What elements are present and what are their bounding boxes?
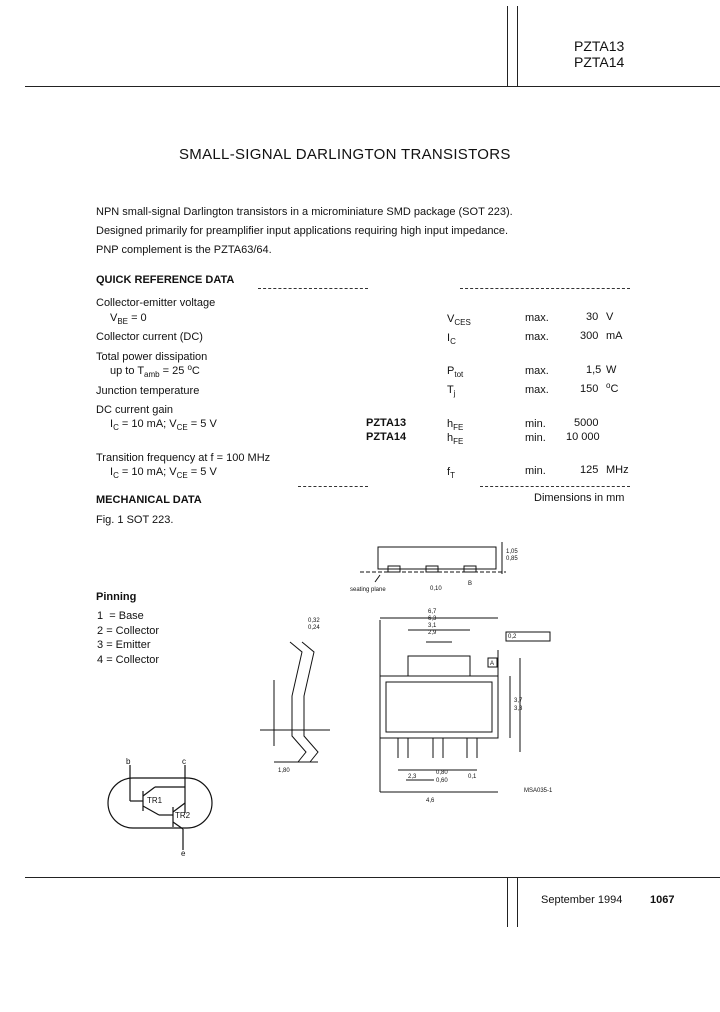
qrd-row-6-symbol: $f_T$ <box>447 466 455 480</box>
dim-2-3: 2,3 <box>408 774 417 780</box>
dim-0-85: 0,85 <box>506 556 518 562</box>
dim-6-7: 6,7 <box>428 609 437 615</box>
pin-2: 2 = Collector <box>97 625 160 637</box>
qrd-row-4-limit: max. <box>525 384 549 396</box>
qrd-row-5-symbol-2: $h_{FE}$ <box>447 432 464 446</box>
qrd-bottom-rule <box>298 486 368 487</box>
page-number: 1067 <box>650 894 675 906</box>
header-rule <box>25 86 720 87</box>
dim-0-10: 0,10 <box>430 586 442 592</box>
qrd-row-5-value-2: 10 000 <box>566 431 600 443</box>
label-base: b <box>126 757 131 766</box>
pinning-heading: Pinning <box>96 591 137 603</box>
qrd-row-4-param: Junction temperature <box>96 385 200 397</box>
header-vbar-1 <box>507 6 508 86</box>
qrd-row-5-symbol-1: $h_{FE}$ <box>447 418 464 432</box>
dim-0-24: 0,24 <box>308 625 320 631</box>
pin-1: 1 = Base <box>97 610 144 622</box>
mech-dimensions-note: Dimensions in mm <box>534 492 625 504</box>
page-title: SMALL-SIGNAL DARLINGTON TRANSISTORS <box>179 146 511 163</box>
dim-0-80: 0,80 <box>436 770 448 776</box>
qrd-row-5-param: DC current gain <box>96 404 174 416</box>
dim-1-05: 1,05 <box>506 549 518 555</box>
qrd-row-3-value: 1,5 <box>586 364 602 376</box>
qrd-row-5-limit-2: min. <box>525 432 546 444</box>
label-emitter: e <box>181 849 186 858</box>
footer-rule <box>25 877 720 878</box>
intro-line-2: Designed primarily for preamplifier input applications requiring high input impedance. <box>96 225 509 237</box>
header-vbar-2 <box>517 6 518 86</box>
tab-outline <box>408 656 470 676</box>
datum-a: A <box>490 661 495 667</box>
qrd-row-3-cond: up to $T_{amb} = 25$ $^o$C <box>110 363 200 379</box>
pin-3: 3 = Emitter <box>97 639 151 651</box>
tolerance-0-2: 0,2 <box>508 634 517 640</box>
tolerance-0-1: 0,1 <box>468 774 477 780</box>
intro-line-1: NPN small-signal Darlington transistors in a microminiature SMD package (SOT 223). <box>96 206 513 218</box>
qrd-top-rule <box>258 288 368 289</box>
dim-3-1: 3,1 <box>428 623 437 629</box>
qrd-row-3-unit: W <box>606 364 617 376</box>
qrd-row-4-value: 150 <box>580 383 599 395</box>
dim-3-3: 3,3 <box>514 706 523 712</box>
qrd-top-rule-2 <box>460 288 630 289</box>
footer-date: September 1994 <box>541 894 623 906</box>
qrd-row-3-symbol: $P_{tot}$ <box>447 365 464 379</box>
top-view-body <box>380 676 498 738</box>
pin-4: 4 = Collector <box>97 654 160 666</box>
footer-vbar-1 <box>507 877 508 927</box>
qrd-row-1-param: Collector-emitter voltage <box>96 297 216 309</box>
drawing-reference: MSA035-1 <box>524 788 553 794</box>
qrd-row-6-limit: min. <box>525 465 546 477</box>
dim-0-60: 0,60 <box>436 778 448 784</box>
qrd-heading: QUICK REFERENCE DATA <box>96 274 235 286</box>
qrd-row-3-param: Total power dissipation <box>96 351 208 363</box>
qrd-row-5-type-2: PZTA14 <box>366 431 407 443</box>
qrd-row-4-unit: $^o$C <box>606 381 619 395</box>
dim-1-80: 1,80 <box>278 768 290 774</box>
qrd-row-1-unit: V <box>606 311 614 323</box>
label-tr2: TR2 <box>175 811 191 820</box>
qrd-row-6-cond: $I_C = 10$ mA; $V_{CE} = 5$ V <box>110 466 217 480</box>
qrd-row-3-limit: max. <box>525 365 549 377</box>
figure-caption: Fig. 1 SOT 223. <box>96 514 174 526</box>
qrd-row-6-unit: MHz <box>606 464 629 476</box>
qrd-row-2-value: 300 <box>580 330 599 342</box>
label-tr1: TR1 <box>147 796 163 805</box>
dim-0-32: 0,32 <box>308 618 320 624</box>
qrd-row-5-limit-1: min. <box>525 418 546 430</box>
dim-6-3: 6,3 <box>428 616 437 622</box>
footer-vbar-2 <box>517 877 518 927</box>
part-number-2: PZTA14 <box>574 54 625 70</box>
mech-heading: MECHANICAL DATA <box>96 494 202 506</box>
dim-2-9: 2,9 <box>428 630 437 636</box>
datum-b: B <box>468 581 473 587</box>
part-number-1: PZTA13 <box>574 38 625 54</box>
qrd-row-5-cond: $I_C = 10$ mA; $V_{CE} = 5$ V <box>110 418 217 432</box>
qrd-row-2-unit: mA <box>606 330 623 342</box>
package-outline-drawing <box>230 530 570 810</box>
qrd-row-2-symbol: $I_C$ <box>447 332 456 346</box>
qrd-row-6-param: Transition frequency at f = 100 MHz <box>96 452 271 464</box>
label-collector: c <box>182 757 186 766</box>
dim-3-7: 3,7 <box>514 698 523 704</box>
intro-line-3: PNP complement is the PZTA63/64. <box>96 244 272 256</box>
label-seating-plane: seating plane <box>350 587 386 593</box>
qrd-row-1-limit: max. <box>525 312 549 324</box>
qrd-row-4-symbol: $T_j$ <box>447 384 456 398</box>
qrd-row-1-symbol: $V_{CES}$ <box>447 313 471 327</box>
qrd-row-2-param: Collector current (DC) <box>96 331 203 343</box>
qrd-row-1-cond: $V_{BE} = 0$ <box>110 312 147 326</box>
qrd-row-2-limit: max. <box>525 331 549 343</box>
qrd-row-6-value: 125 <box>580 464 599 476</box>
qrd-row-5-type-1: PZTA13 <box>366 417 407 429</box>
qrd-bottom-rule-2 <box>480 486 630 487</box>
qrd-row-5-value-1: 5000 <box>574 417 599 429</box>
qrd-row-1-value: 30 <box>586 311 599 323</box>
darlington-circuit-symbol <box>95 755 225 860</box>
dim-4-6: 4,6 <box>426 798 435 804</box>
